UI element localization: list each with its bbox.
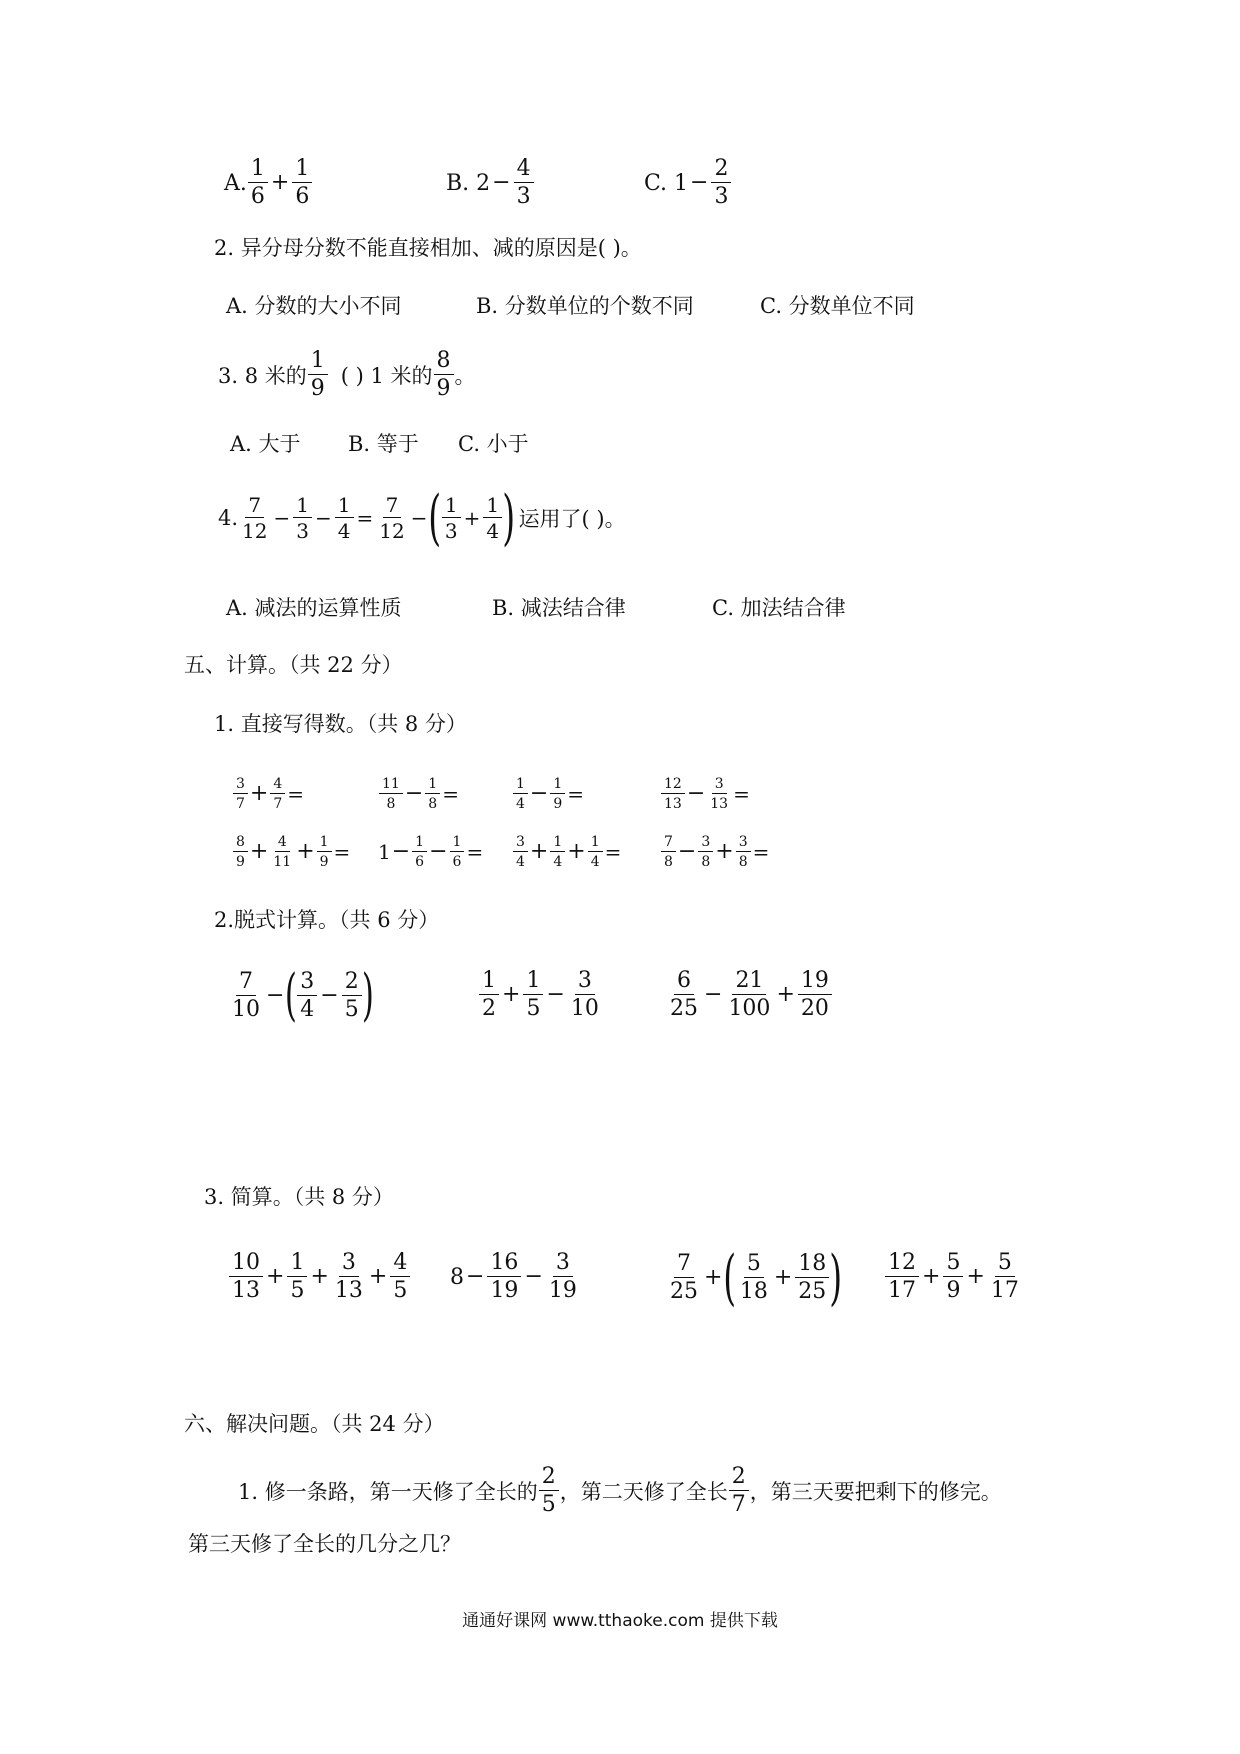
section-5-part-3: 3. 简算。（共 8 分） bbox=[204, 1185, 394, 1209]
fraction: $\frac{2}{3}$ bbox=[711, 158, 731, 208]
q4-option-b: B. 减法结合律 bbox=[492, 596, 626, 620]
q1-option-b: B. 2 − $\frac{4}{3}$ bbox=[446, 158, 535, 208]
direct-calc-3: $\frac{1}{4}$ − $\frac{1}{9}$ = bbox=[512, 777, 585, 811]
simplify-calc-1: $\frac{10}{13}$ + $\frac{1}{5}$ + $\frac{3}{13}$ + $\frac{4}{5}$ bbox=[228, 1252, 411, 1302]
section-6-title: 六、解决问题。（共 24 分） bbox=[184, 1412, 445, 1436]
q3-option-a: A. 大于 bbox=[230, 432, 301, 456]
q2-stem: 2. 异分母分数不能直接相加、减的原因是( )。 bbox=[214, 236, 642, 260]
section-5-title: 五、计算。（共 22 分） bbox=[184, 653, 403, 677]
problem-1-line-2: 第三天修了全长的几分之几？ bbox=[188, 1532, 461, 1556]
q3-option-b: B. 等于 bbox=[348, 432, 419, 456]
q3-stem: 3. 8 米的 $\frac{1}{9}$ ( ) 1 米的 $\frac{8}{9}$ 。 bbox=[218, 348, 476, 401]
fraction: $\frac{1}{9}$ bbox=[308, 350, 328, 400]
fraction: $\frac{2}{5}$ bbox=[539, 1466, 559, 1516]
fraction: $\frac{8}{9}$ bbox=[434, 350, 454, 400]
section-5-part-1: 1. 直接写得数。（共 8 分） bbox=[214, 712, 467, 736]
q1-option-c: C. 1 − $\frac{2}{3}$ bbox=[644, 158, 732, 208]
q2-option-a: A. 分数的大小不同 bbox=[226, 294, 402, 318]
direct-calc-1: $\frac{3}{7}$ + $\frac{4}{7}$ = bbox=[232, 777, 305, 811]
step-calc-3: $\frac{6}{25}$ − $\frac{21}{100}$ + $\frac{19}{20}$ bbox=[666, 970, 833, 1020]
fraction: $\frac{1}{6}$ bbox=[292, 158, 312, 208]
step-calc-1: $\frac{7}{10}$ − ( $\frac{3}{4}$ − $\frac{2}{5}$ ) bbox=[232, 963, 374, 1028]
fraction: $\frac{2}{7}$ bbox=[729, 1466, 749, 1516]
simplify-calc-2: 8 − $\frac{16}{19}$ − $\frac{3}{19}$ bbox=[450, 1250, 577, 1303]
problem-1-line-1: 1. 修一条路，第一天修了全长的 $\frac{2}{5}$ ，第二天修了全长 $\frac{2}{7}$ ，第三天要把剩下的修完。 bbox=[238, 1464, 1002, 1517]
q4-option-c: C. 加法结合律 bbox=[712, 596, 846, 620]
q2-option-b: B. 分数单位的个数不同 bbox=[476, 294, 694, 318]
section-5-part-2: 2.脱式计算。（共 6 分） bbox=[214, 908, 440, 932]
q4-stem: 4. $\frac{7}{12}$ − $\frac{1}{3}$ − $\frac{1}{4}$ = $\frac{7}{12}$ − ( $\frac{1}{3}$ + $\frac{1}{4}$ ) 运用了( )。 bbox=[218, 483, 626, 553]
direct-calc-7: $\frac{3}{4}$ + $\frac{1}{4}$ + $\frac{1}{4}$ = bbox=[512, 835, 622, 869]
direct-calc-4: $\frac{12}{13}$ − $\frac{3}{13}$ = bbox=[660, 777, 751, 811]
simplify-calc-4: $\frac{12}{17}$ + $\frac{5}{9}$ + $\frac{5}{17}$ bbox=[884, 1252, 1023, 1302]
direct-calc-6: 1 − $\frac{1}{6}$ − $\frac{1}{6}$ = bbox=[378, 834, 484, 870]
q4-option-a: A. 减法的运算性质 bbox=[226, 596, 402, 620]
fraction: $\frac{4}{3}$ bbox=[514, 158, 534, 208]
fraction: $\frac{1}{6}$ bbox=[248, 158, 268, 208]
q1-option-a: A. $\frac{1}{6}$ + $\frac{1}{6}$ bbox=[224, 158, 313, 208]
footer: 通通好课网 www.tthaoke.com 提供下载 bbox=[462, 1611, 778, 1631]
direct-calc-2: $\frac{11}{8}$ − $\frac{1}{8}$ = bbox=[378, 777, 460, 811]
step-calc-2: $\frac{1}{2}$ + $\frac{1}{5}$ − $\frac{3}{10}$ bbox=[478, 970, 603, 1020]
direct-calc-8: $\frac{7}{8}$ − $\frac{3}{8}$ + $\frac{3}{8}$ = bbox=[660, 835, 770, 869]
simplify-calc-3: $\frac{7}{25}$ + ( $\frac{5}{18}$ + $\frac{18}{25}$ ) bbox=[670, 1243, 843, 1313]
q3-option-c: C. 小于 bbox=[458, 432, 529, 456]
q2-option-c: C. 分数单位不同 bbox=[760, 294, 915, 318]
direct-calc-5: $\frac{8}{9}$ + $\frac{4}{11}$ + $\frac{1}{9}$ = bbox=[232, 835, 351, 869]
